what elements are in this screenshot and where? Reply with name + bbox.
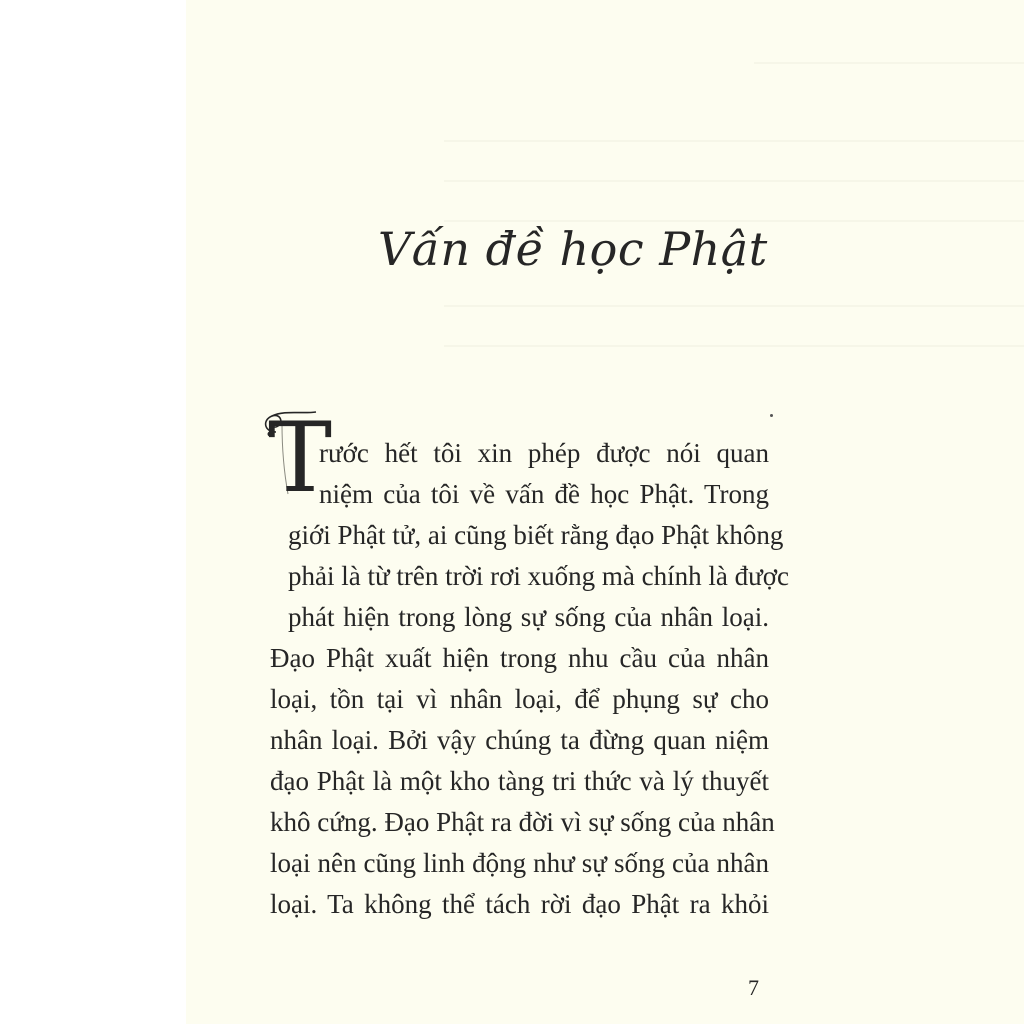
body-line-6: Đạo Phật xuất hiện trong nhu cầu của nhân: [270, 643, 769, 673]
body-line-5: phát hiện trong lòng sự sống của nhân loại.: [288, 602, 769, 632]
bleed-through-line: [444, 305, 1024, 307]
bleed-through-line: [444, 345, 1024, 347]
body-line-7: loại, tồn tại vì nhân loại, để phụng sự cho: [270, 684, 769, 714]
page-number: 7: [748, 975, 759, 1000]
bleed-through-line: [444, 180, 1024, 182]
body-line-12: loại. Ta không thể tách rời đạo Phật ra khỏi: [270, 889, 769, 919]
bleed-through-line: [754, 62, 1024, 64]
page-margin: [0, 0, 186, 1024]
body-line-4: phải là từ trên trời rơi xuống mà chính là được: [288, 561, 789, 591]
drop-cap: T: [268, 402, 333, 514]
print-mark: [770, 414, 773, 417]
body-line-8: nhân loại. Bởi vậy chúng ta đừng quan niệm: [270, 725, 769, 755]
body-line-1: rước hết tôi xin phép được nói quan: [319, 438, 769, 468]
body-line-10: khô cứng. Đạo Phật ra đời vì sự sống của nhân: [270, 807, 775, 837]
body-line-2: niệm của tôi về vấn đề học Phật. Trong: [319, 479, 769, 509]
chapter-title: Vấn đề học Phật: [378, 222, 768, 276]
body-line-11: loại nên cũng linh động như sự sống của nhân: [270, 848, 769, 878]
body-line-9: đạo Phật là một kho tàng tri thức và lý thuyết: [270, 766, 769, 796]
bleed-through-line: [444, 140, 1024, 142]
body-line-3: giới Phật tử, ai cũng biết rằng đạo Phật không: [288, 520, 784, 550]
